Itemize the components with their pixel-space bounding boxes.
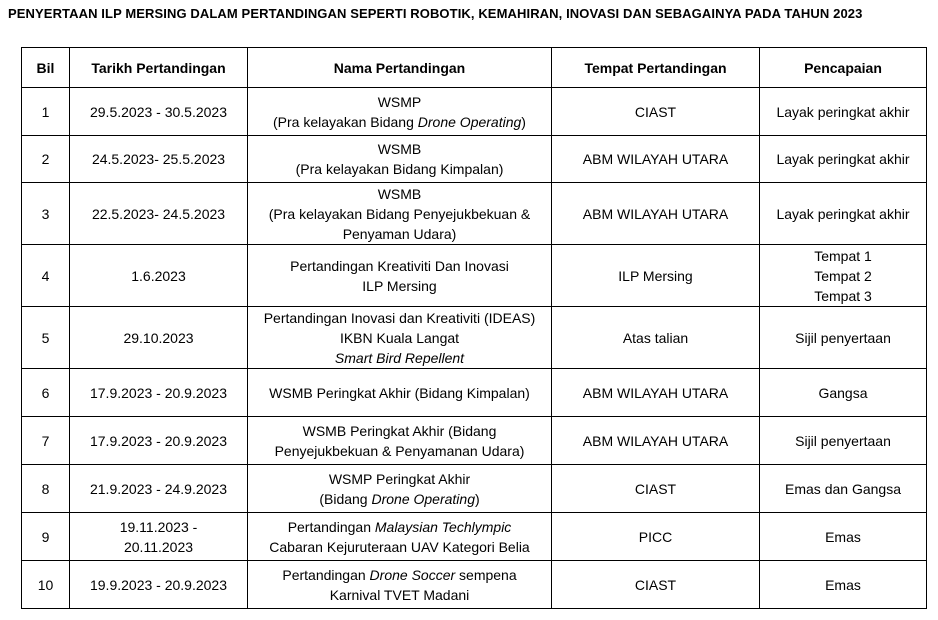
- nama-text: sempena: [455, 566, 517, 583]
- tarikh-line: 21.9.2023 - 24.9.2023: [89, 480, 227, 497]
- nama-text: ): [521, 113, 526, 130]
- cell-tarikh: [70, 513, 248, 561]
- cell-bil: 8: [22, 465, 70, 513]
- table-row: [22, 88, 927, 136]
- cell-bil: 7: [22, 417, 70, 465]
- cell-tarikh: [70, 136, 248, 183]
- nama-line: WSMB: [377, 185, 422, 202]
- cell-nama: [248, 369, 552, 417]
- table-row: [22, 369, 927, 417]
- pencapaian-line: Layak peringkat akhir: [776, 103, 910, 120]
- tarikh-line: 19.11.2023 -: [119, 518, 198, 535]
- cell-tarikh: [70, 561, 248, 609]
- header-nama: Nama Pertandingan: [248, 48, 552, 88]
- nama-text: (Bidang: [319, 490, 372, 507]
- table-row: [22, 513, 927, 561]
- cell-tempat: ABM WILAYAH UTARA: [552, 183, 760, 245]
- pencapaian-line: Tempat 1: [814, 247, 872, 264]
- nama-italic-text: Drone Soccer: [369, 566, 456, 583]
- tarikh-line: 29.10.2023: [123, 329, 194, 346]
- nama-line: (Pra kelayakan Bidang Kimpalan): [295, 161, 504, 177]
- cell-bil: 1: [22, 88, 70, 136]
- cell-nama: [248, 183, 552, 245]
- nama-line: Cabaran Kejuruteraan UAV Kategori Belia: [269, 538, 530, 555]
- cell-tempat: Atas talian: [552, 307, 760, 369]
- cell-nama: [248, 88, 552, 136]
- cell-pencapaian: [760, 561, 927, 609]
- cell-bil: 3: [22, 183, 70, 245]
- header-tarikh: Tarikh Pertandingan: [70, 48, 248, 88]
- cell-nama: [248, 561, 552, 609]
- nama-line: (Pra kelayakan Bidang Penyejukbekuan &: [268, 205, 531, 222]
- cell-pencapaian: [760, 513, 927, 561]
- tarikh-line: 29.5.2023 - 30.5.2023: [89, 103, 227, 120]
- table-row: [22, 307, 927, 369]
- nama-line: WSMB: [377, 141, 422, 157]
- cell-tempat: CIAST: [552, 561, 760, 609]
- cell-pencapaian: [760, 465, 927, 513]
- cell-tarikh: [70, 465, 248, 513]
- cell-pencapaian: [760, 88, 927, 136]
- nama-italic-line: Smart Bird Repellent: [334, 349, 465, 366]
- nama-line: ILP Mersing: [362, 277, 437, 294]
- cell-bil: 10: [22, 561, 70, 609]
- nama-line: [252, 112, 547, 132]
- nama-line: [252, 565, 547, 585]
- tarikh-line: 17.9.2023 - 20.9.2023: [89, 432, 227, 449]
- nama-line: WSMB Peringkat Akhir (Bidang: [302, 422, 497, 439]
- cell-nama: [248, 245, 552, 307]
- pencapaian-line: Sijil penyertaan: [795, 432, 891, 449]
- nama-line: WSMP Peringkat Akhir: [328, 470, 471, 487]
- nama-italic-text: Drone Operating: [371, 490, 475, 507]
- cell-bil: 9: [22, 513, 70, 561]
- nama-text: (Pra kelayakan Bidang: [273, 113, 418, 130]
- pencapaian-line: Tempat 2: [814, 267, 872, 284]
- table-row: [22, 245, 927, 307]
- cell-pencapaian: [760, 136, 927, 183]
- cell-pencapaian: [760, 245, 927, 307]
- nama-text: Pertandingan: [282, 566, 370, 583]
- cell-pencapaian: [760, 417, 927, 465]
- table-row: [22, 183, 927, 245]
- table-row: [22, 136, 927, 183]
- competition-table: [21, 47, 927, 609]
- tarikh-line: 19.9.2023 - 20.9.2023: [89, 576, 227, 593]
- cell-nama: [248, 465, 552, 513]
- cell-tempat: CIAST: [552, 88, 760, 136]
- nama-line: [252, 489, 547, 509]
- table-row: [22, 465, 927, 513]
- cell-tempat: ABM WILAYAH UTARA: [552, 136, 760, 183]
- pencapaian-line: Tempat 3: [814, 287, 872, 304]
- cell-nama: [248, 513, 552, 561]
- cell-tarikh: [70, 88, 248, 136]
- cell-nama: [248, 417, 552, 465]
- cell-pencapaian: [760, 369, 927, 417]
- nama-line: Pertandingan Kreativiti Dan Inovasi: [290, 257, 509, 274]
- cell-bil: 5: [22, 307, 70, 369]
- cell-bil: 4: [22, 245, 70, 307]
- nama-text: Pertandingan: [287, 518, 375, 535]
- nama-line: Penyaman Udara): [342, 225, 457, 242]
- header-bil: Bil: [22, 48, 70, 88]
- nama-line: Penyejukbekuan & Penyamanan Udara): [274, 442, 525, 459]
- tarikh-line: 24.5.2023- 25.5.2023: [91, 151, 226, 167]
- pencapaian-line: Gangsa: [818, 384, 868, 401]
- tarikh-line: 20.11.2023: [123, 538, 194, 555]
- nama-line: WSMP: [377, 93, 422, 110]
- nama-italic-text: Malaysian Techlympic: [374, 518, 512, 535]
- cell-tarikh: [70, 307, 248, 369]
- cell-tarikh: [70, 183, 248, 245]
- nama-line: Karnival TVET Madani: [329, 586, 470, 603]
- cell-tempat: ILP Mersing: [552, 245, 760, 307]
- header-tempat: Tempat Pertandingan: [552, 48, 760, 88]
- nama-line: [252, 517, 547, 537]
- cell-pencapaian: [760, 183, 927, 245]
- pencapaian-line: Layak peringkat akhir: [776, 205, 910, 222]
- pencapaian-line: Emas dan Gangsa: [785, 480, 901, 497]
- nama-line: IKBN Kuala Langat: [339, 329, 460, 346]
- nama-text: ): [475, 490, 480, 507]
- pencapaian-line: Sijil penyertaan: [795, 329, 891, 346]
- tarikh-line: 22.5.2023- 24.5.2023: [91, 205, 226, 222]
- cell-bil: 6: [22, 369, 70, 417]
- cell-tarikh: [70, 369, 248, 417]
- cell-nama: [248, 307, 552, 369]
- header-pencapaian: Pencapaian: [760, 48, 927, 88]
- document-title: PENYERTAAN ILP MERSING DALAM PERTANDINGAN SEPERTI ROBOTIK, KEMAHIRAN, INOVASI DAN SEBAGAINYA PADA TAHUN 2023: [8, 6, 863, 21]
- table-row: [22, 417, 927, 465]
- table-row: [22, 561, 927, 609]
- cell-tarikh: [70, 417, 248, 465]
- cell-nama: [248, 136, 552, 183]
- tarikh-line: 1.6.2023: [131, 267, 186, 284]
- tarikh-line: 17.9.2023 - 20.9.2023: [89, 384, 227, 401]
- cell-bil: 2: [22, 136, 70, 183]
- pencapaian-line: Emas: [825, 576, 861, 593]
- cell-tempat: PICC: [552, 513, 760, 561]
- pencapaian-line: Layak peringkat akhir: [776, 151, 910, 167]
- cell-pencapaian: [760, 307, 927, 369]
- cell-tempat: ABM WILAYAH UTARA: [552, 417, 760, 465]
- nama-italic-text: Drone Operating: [417, 113, 522, 130]
- cell-tempat: CIAST: [552, 465, 760, 513]
- cell-tarikh: [70, 245, 248, 307]
- nama-line: WSMB Peringkat Akhir (Bidang Kimpalan): [269, 384, 530, 401]
- nama-line: Pertandingan Inovasi dan Kreativiti (IDEAS): [263, 309, 536, 326]
- cell-tempat: ABM WILAYAH UTARA: [552, 369, 760, 417]
- header-row: [22, 48, 927, 88]
- pencapaian-line: Emas: [825, 528, 861, 545]
